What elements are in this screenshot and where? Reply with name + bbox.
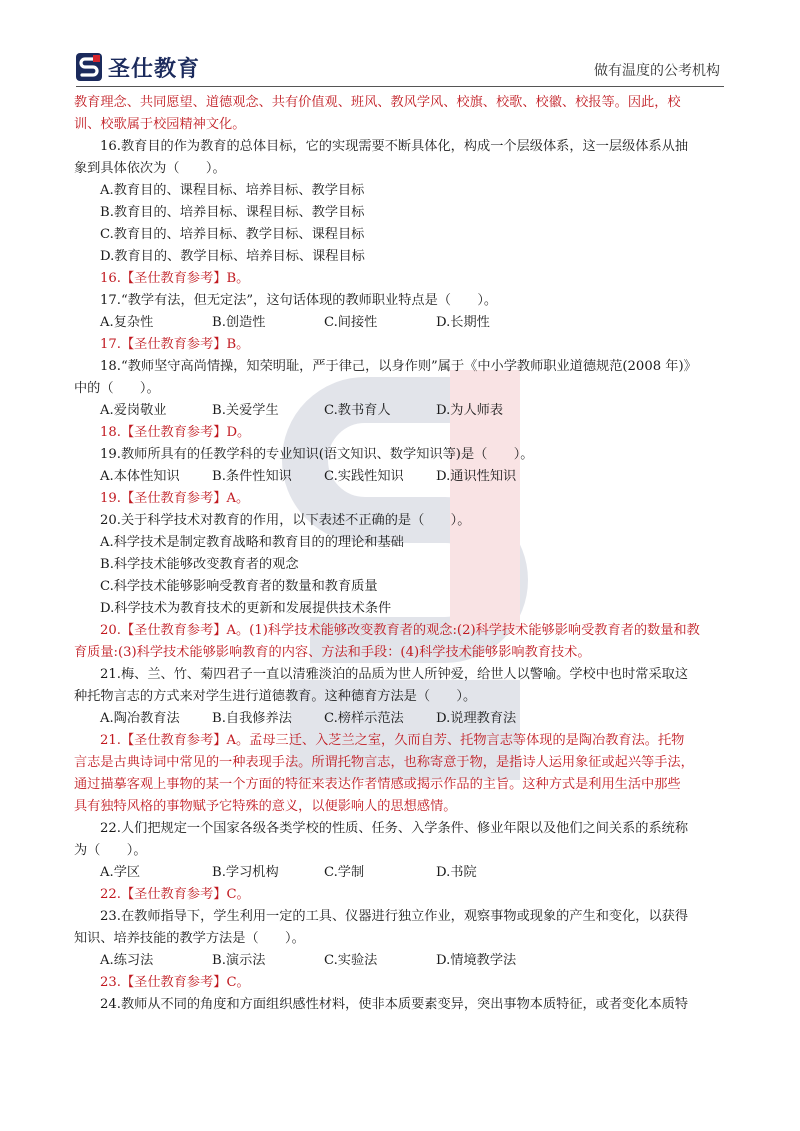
- option-item: B.演示法: [212, 953, 266, 968]
- question-stem: 知识、培养技能的教学方法是（ ）。: [74, 931, 305, 946]
- question-block: [74, 136, 726, 290]
- answer-text: 20.【圣仕教育参考】A。(1)科学技术能够改变教育者的观念:(2)科学技术能够影响受教育者的数量和教: [100, 623, 700, 638]
- option-row: [74, 862, 726, 884]
- intro-text: 训、校歌属于校园精神文化。: [74, 117, 246, 132]
- answer-text: 言志是古典诗词中常见的一种表现手法。所谓托物言志，也称寄意于物，是指诗人运用象征或起兴等手法，: [74, 755, 694, 770]
- question-stem: 为（ ）。: [74, 843, 147, 858]
- answer-text: 22.【圣仕教育参考】C。: [100, 887, 250, 902]
- question-stem: 象到具体依次为（ ）。: [74, 161, 226, 176]
- answer-text: 通过描摹客观上事物的某一个方面的特征来表达作者情感或揭示作品的主旨。这种方式是利用生活中那些: [74, 777, 681, 792]
- option-item: D.长期性: [436, 315, 490, 330]
- option-item: A.练习法: [100, 953, 154, 968]
- option-item: D.说理教育法: [436, 711, 517, 726]
- question-stem: 种托物言志的方式来对学生进行道德教育。这种德育方法是（ ）。: [74, 689, 477, 704]
- option-item: A.学区: [100, 865, 141, 880]
- page-header: [0, 0, 800, 90]
- option-item: D.书院: [436, 865, 477, 880]
- option-item: D.情境教学法: [436, 953, 517, 968]
- question-block: [74, 290, 726, 356]
- question-block: [74, 444, 726, 510]
- option-item: D.通识性知识: [436, 469, 517, 484]
- intro-text: 教育理念、共同愿望、道德观念、共有价值观、班风、教风学风、校旗、校歌、校徽、校报等。因此，校: [74, 95, 681, 110]
- brand-name: 圣仕教育: [108, 56, 201, 82]
- question-block: [74, 664, 726, 818]
- answer-text: 19.【圣仕教育参考】A。: [100, 491, 250, 506]
- answer-text: 18.【圣仕教育参考】D。: [100, 425, 251, 440]
- option-item: A.陶冶教育法: [100, 711, 180, 726]
- question-stem: 18.“教师坚守高尚情操，知荣明耻，严于律己，以身作则”属于《中小学教师职业道德规范(2008 年)》: [100, 359, 697, 374]
- option-item: C.榜样示范法: [324, 711, 404, 726]
- option-item: D.为人师表: [436, 403, 504, 418]
- question-stem: 23.在教师指导下，学生利用一定的工具、仪器进行独立作业，观察事物或现象的产生和变化，以获得: [100, 909, 689, 924]
- answer-text: 具有独特风格的事物赋予它特殊的意义，以便影响人的思想感情。: [74, 799, 457, 814]
- question-stem: 24.教师从不同的角度和方面组织感性材料，使非本质要素变异，突出事物本质特征，或者变化本质特: [100, 997, 689, 1012]
- option-item: B.条件性知识: [212, 469, 292, 484]
- option-item: A.爱岗敬业: [100, 403, 167, 418]
- option-item: B.创造性: [212, 315, 266, 330]
- option-row: [74, 950, 726, 972]
- option-row: [74, 400, 726, 422]
- option-item: A.教育目的、课程目标、培养目标、教学目标: [100, 183, 365, 198]
- header-slogan: 做有温度的公考机构: [594, 63, 720, 79]
- question-block: [74, 906, 726, 994]
- question-block: [74, 994, 726, 1016]
- option-row: [74, 708, 726, 730]
- option-item: B.自我修养法: [212, 711, 292, 726]
- question-stem: 20.关于科学技术对教育的作用，以下表述不正确的是（ ）。: [100, 513, 471, 528]
- answer-text: 17.【圣仕教育参考】B。: [100, 337, 250, 352]
- answer-text: 21.【圣仕教育参考】A。孟母三迁、入芝兰之室，久而自芳、托物言志等体现的是陶冶教育法。托物: [100, 733, 685, 748]
- question-stem: 16.教育目的作为教育的总体目标，它的实现需要不断具体化，构成一个层级体系，这一层级体系从抽: [100, 139, 689, 154]
- question-block: [74, 510, 726, 664]
- answer-text: 23.【圣仕教育参考】C。: [100, 975, 250, 990]
- option-item: C.教书育人: [324, 403, 391, 418]
- option-row: [74, 466, 726, 488]
- option-row: [74, 312, 726, 334]
- option-item: D.科学技术为教育技术的更新和发展提供技术条件: [100, 601, 392, 616]
- option-item: A.科学技术是制定教育战略和教育目的的理论和基础: [100, 535, 404, 550]
- option-item: A.本体性知识: [100, 469, 180, 484]
- document-body: [74, 92, 726, 1016]
- option-item: B.关爱学生: [212, 403, 279, 418]
- question-stem: 17.“教学有法，但无定法”，这句话体现的教师职业特点是（ ）。: [100, 293, 498, 308]
- brand-logo: [76, 52, 200, 82]
- option-item: B.科学技术能够改变教育者的观念: [100, 557, 299, 572]
- option-item: A.复杂性: [100, 315, 154, 330]
- brand-logo-icon: [76, 53, 102, 81]
- question-stem: 22.人们把规定一个国家各级各类学校的性质、任务、入学条件、修业年限以及他们之间关系的系统称: [100, 821, 689, 836]
- question-stem: 21.梅、兰、竹、菊四君子一直以清雅淡泊的品质为世人所钟爱，给世人以警喻。学校中也时常采取这: [100, 667, 689, 682]
- answer-text: 育质量:(3)科学技术能够影响教育的内容、方法和手段：(4)科学技术能够影响教育技术。: [74, 645, 591, 660]
- answer-text: 16.【圣仕教育参考】B。: [100, 271, 250, 286]
- header-divider: [76, 86, 724, 87]
- option-item: C.实践性知识: [324, 469, 404, 484]
- option-item: C.科学技术能够影响受教育者的数量和教育质量: [100, 579, 378, 594]
- option-item: B.学习机构: [212, 865, 279, 880]
- question-block: [74, 818, 726, 906]
- question-block: [74, 356, 726, 444]
- option-item: D.教育目的、教学目标、培养目标、课程目标: [100, 249, 365, 264]
- option-item: B.教育目的、培养目标、课程目标、教学目标: [100, 205, 365, 220]
- question-stem: 中的（ ）。: [74, 381, 160, 396]
- option-item: C.学制: [324, 865, 365, 880]
- question-stem: 19.教师所具有的任教学科的专业知识(语文知识、数学知识等)是（ ）。: [100, 447, 534, 462]
- option-item: C.教育目的、培养目标、教学目标、课程目标: [100, 227, 365, 242]
- option-item: C.实验法: [324, 953, 378, 968]
- option-item: C.间接性: [324, 315, 378, 330]
